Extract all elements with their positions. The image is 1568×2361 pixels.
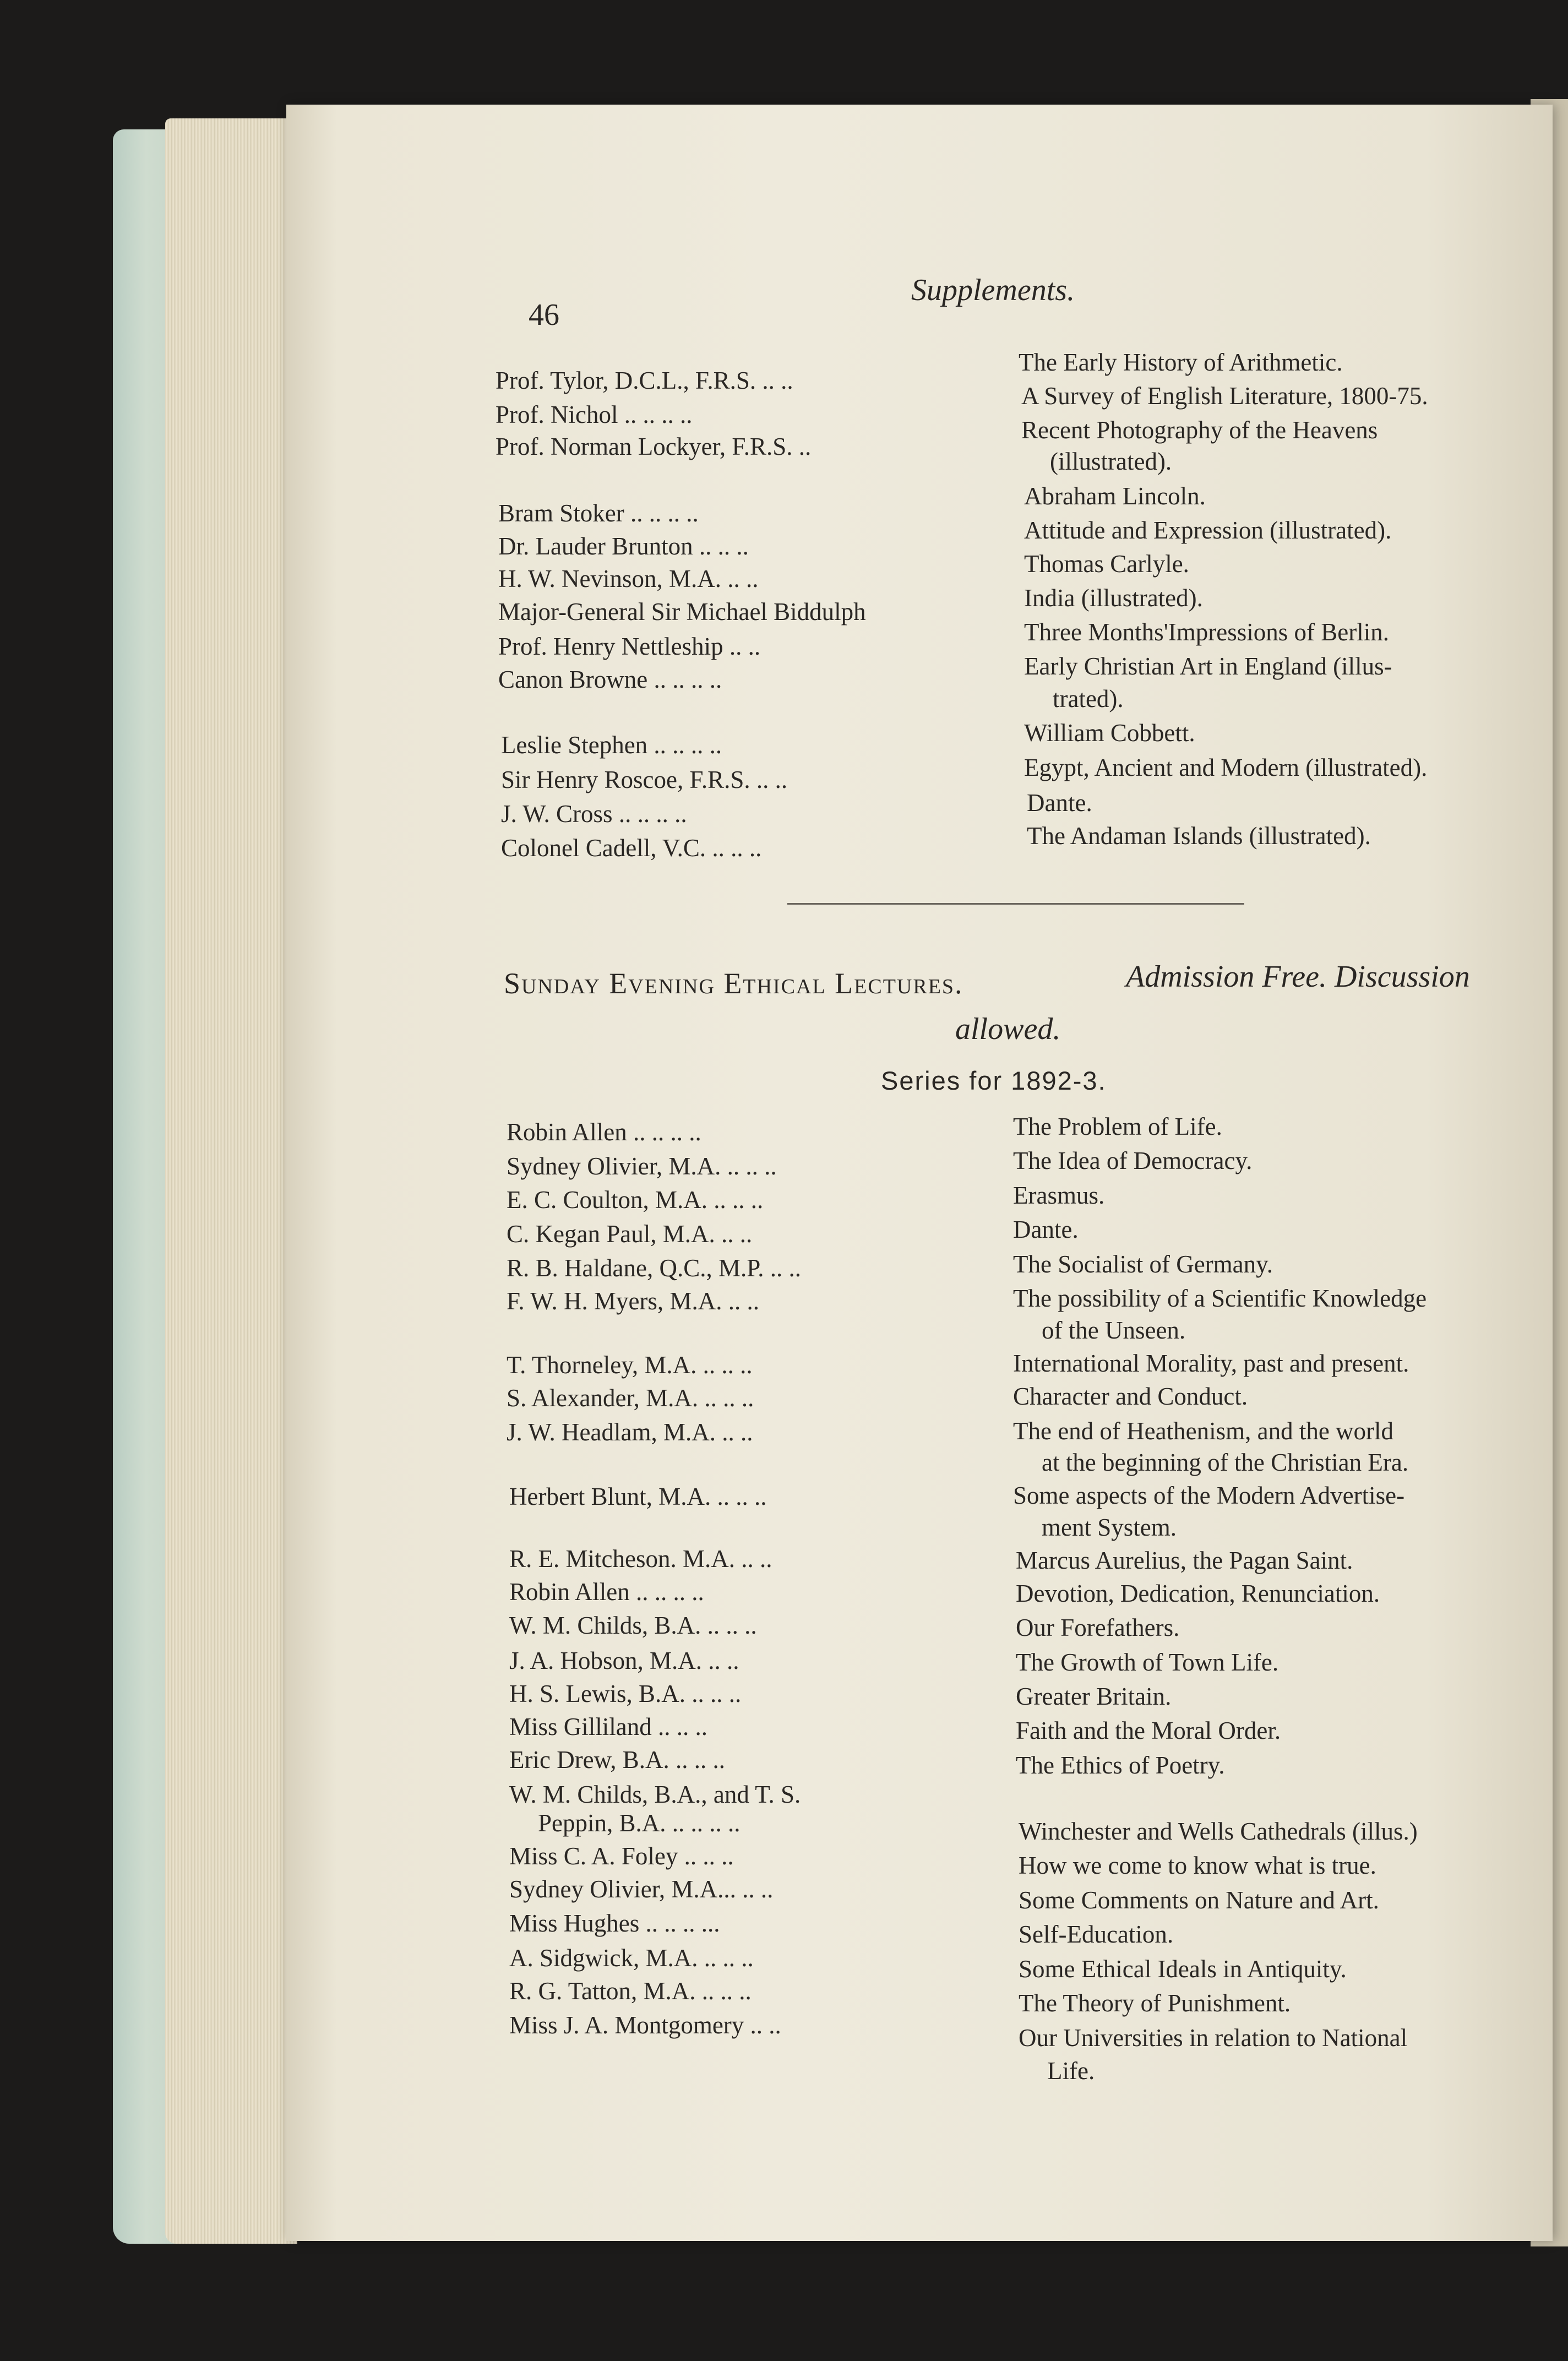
upper-name: Canon Browne .. .. .. .. [498,666,722,693]
upper-title: William Cobbett. [1024,719,1195,747]
lecture-title-continuation: of the Unseen. [1042,1316,1186,1344]
upper-title: Three Months'Impressions of Berlin. [1024,618,1390,646]
lecturer-name: J. A. Hobson, M.A. .. .. [509,1647,739,1674]
upper-title-continuation: (illustrated). [1050,448,1172,475]
upper-name: H. W. Nevinson, M.A. .. .. [498,565,759,592]
lecturer-name: Eric Drew, B.A. .. .. .. [509,1746,725,1774]
lecturer-name: W. M. Childs, B.A., and T. S. [509,1781,801,1808]
lecturer-name: A. Sidgwick, M.A. .. .. .. [509,1944,754,1972]
lecture-title: Winchester and Wells Cathedrals (illus.) [1019,1818,1418,1845]
page-number: 46 [529,298,559,332]
lecture-title: The Idea of Democracy. [1013,1147,1253,1174]
upper-name: Major-General Sir Michael Biddulph [498,598,866,625]
lecturer-name: S. Alexander, M.A. .. .. .. [507,1384,754,1412]
lecture-title: Erasmus. [1013,1182,1105,1209]
lecture-title-continuation: at the beginning of the Christian Era. [1042,1449,1409,1476]
lecture-title: Devotion, Dedication, Renunciation. [1016,1580,1380,1607]
upper-title: Dante. [1027,789,1092,817]
upper-title: A Survey of English Literature, 1800-75. [1021,382,1428,410]
lecturer-name: Miss J. A. Montgomery .. .. [509,2011,781,2039]
upper-name: Prof. Norman Lockyer, F.R.S. .. [496,433,812,460]
lecture-title: Marcus Aurelius, the Pagan Saint. [1016,1547,1353,1574]
lecturer-name: E. C. Coulton, M.A. .. .. .. [507,1186,764,1214]
upper-name: Prof. Henry Nettleship .. .. [498,633,761,660]
upper-name: Dr. Lauder Brunton .. .. .. [498,532,749,560]
upper-title: Early Christian Art in England (illus- [1024,652,1392,680]
lecture-title: The possibility of a Scientific Knowledge [1013,1285,1427,1312]
upper-title-continuation: trated). [1053,685,1124,712]
lecturer-name: Miss Hughes .. .. .. ... [509,1910,720,1937]
section-heading-note-continuation: allowed. [955,1012,1061,1046]
lecture-title-continuation: ment System. [1042,1514,1177,1541]
section-heading: Sunday Evening Ethical Lectures. [504,967,963,1000]
section-heading-note: Admission Free. Discussion [1126,960,1470,994]
upper-title: India (illustrated). [1024,584,1203,612]
lecture-title: The Theory of Punishment. [1019,1989,1291,2017]
lecture-title: Character and Conduct. [1013,1383,1248,1410]
lecture-title: Dante. [1013,1216,1079,1243]
lecturer-name: C. Kegan Paul, M.A. .. .. [507,1220,753,1248]
lecture-title: Greater Britain. [1016,1683,1172,1710]
lecture-title: Some Comments on Nature and Art. [1019,1886,1379,1914]
lecturer-name: H. S. Lewis, B.A. .. .. .. [509,1680,742,1707]
series-title: Series for 1892-3. [881,1066,1107,1095]
lecturer-name: Miss Gilliland .. .. .. [509,1713,708,1740]
lecturer-name: Sydney Olivier, M.A... .. .. [509,1875,774,1903]
lecture-title: The Growth of Town Life. [1016,1649,1279,1676]
upper-name: Prof. Nichol .. .. .. .. [496,401,693,428]
lecturer-name: R. E. Mitcheson. M.A. .. .. [509,1545,772,1573]
upper-title: Abraham Lincoln. [1024,482,1206,510]
lecture-title: How we come to know what is true. [1019,1852,1376,1879]
lecture-title: Our Universities in relation to National [1019,2024,1408,2052]
lecture-title: The Socialist of Germany. [1013,1250,1273,1278]
lecturer-name-continuation: Peppin, B.A. .. .. .. .. [538,1809,741,1837]
lecturer-name: Sydney Olivier, M.A. .. .. .. [507,1152,777,1180]
lecturer-name: Miss C. A. Foley .. .. .. [509,1842,734,1870]
upper-name: Sir Henry Roscoe, F.R.S. .. .. [501,766,788,793]
upper-name: Leslie Stephen .. .. .. .. [501,731,722,759]
lecture-title: Our Forefathers. [1016,1614,1180,1641]
lecture-title: Faith and the Moral Order. [1016,1717,1281,1744]
upper-name: J. W. Cross .. .. .. .. [501,800,687,828]
lecture-title: The Ethics of Poetry. [1016,1751,1225,1779]
lecturer-name: Robin Allen .. .. .. .. [509,1578,704,1606]
lecture-title: Self-Education. [1019,1921,1174,1948]
upper-title: The Andaman Islands (illustrated). [1027,822,1371,850]
page-edges [165,118,297,2244]
lecturer-name: R. B. Haldane, Q.C., M.P. .. .. [507,1254,802,1282]
upper-name: Bram Stoker .. .. .. .. [498,499,699,527]
lecture-title: The Problem of Life. [1013,1113,1222,1140]
upper-name: Colonel Cadell, V.C. .. .. .. [501,834,762,862]
lecturer-name: J. W. Headlam, M.A. .. .. [507,1418,753,1446]
lecture-title: Some aspects of the Modern Advertise- [1013,1482,1405,1509]
section-divider [787,903,1244,905]
upper-title: Recent Photography of the Heavens [1021,416,1378,444]
lecturer-name: R. G. Tatton, M.A. .. .. .. [509,1977,752,2005]
upper-name: Prof. Tylor, D.C.L., F.R.S. .. .. [496,367,793,394]
running-head: Supplements. [911,273,1075,307]
upper-title: Thomas Carlyle. [1024,550,1189,578]
upper-title: The Early History of Arithmetic. [1019,349,1343,376]
lecturer-name: Robin Allen .. .. .. .. [507,1118,701,1146]
lecturer-name: T. Thorneley, M.A. .. .. .. [507,1351,753,1379]
lecturer-name: Herbert Blunt, M.A. .. .. .. [509,1483,767,1510]
lecture-title: International Morality, past and present. [1013,1350,1409,1377]
lecture-title-continuation: Life. [1047,2057,1095,2085]
lecture-title: Some Ethical Ideals in Antiquity. [1019,1955,1347,1983]
lecture-title: The end of Heathenism, and the world [1013,1417,1394,1445]
upper-title: Egypt, Ancient and Modern (illustrated). [1024,754,1428,781]
lecturer-name: W. M. Childs, B.A. .. .. .. [509,1612,757,1639]
lecturer-name: F. W. H. Myers, M.A. .. .. [507,1287,759,1315]
upper-title: Attitude and Expression (illustrated). [1024,516,1392,544]
